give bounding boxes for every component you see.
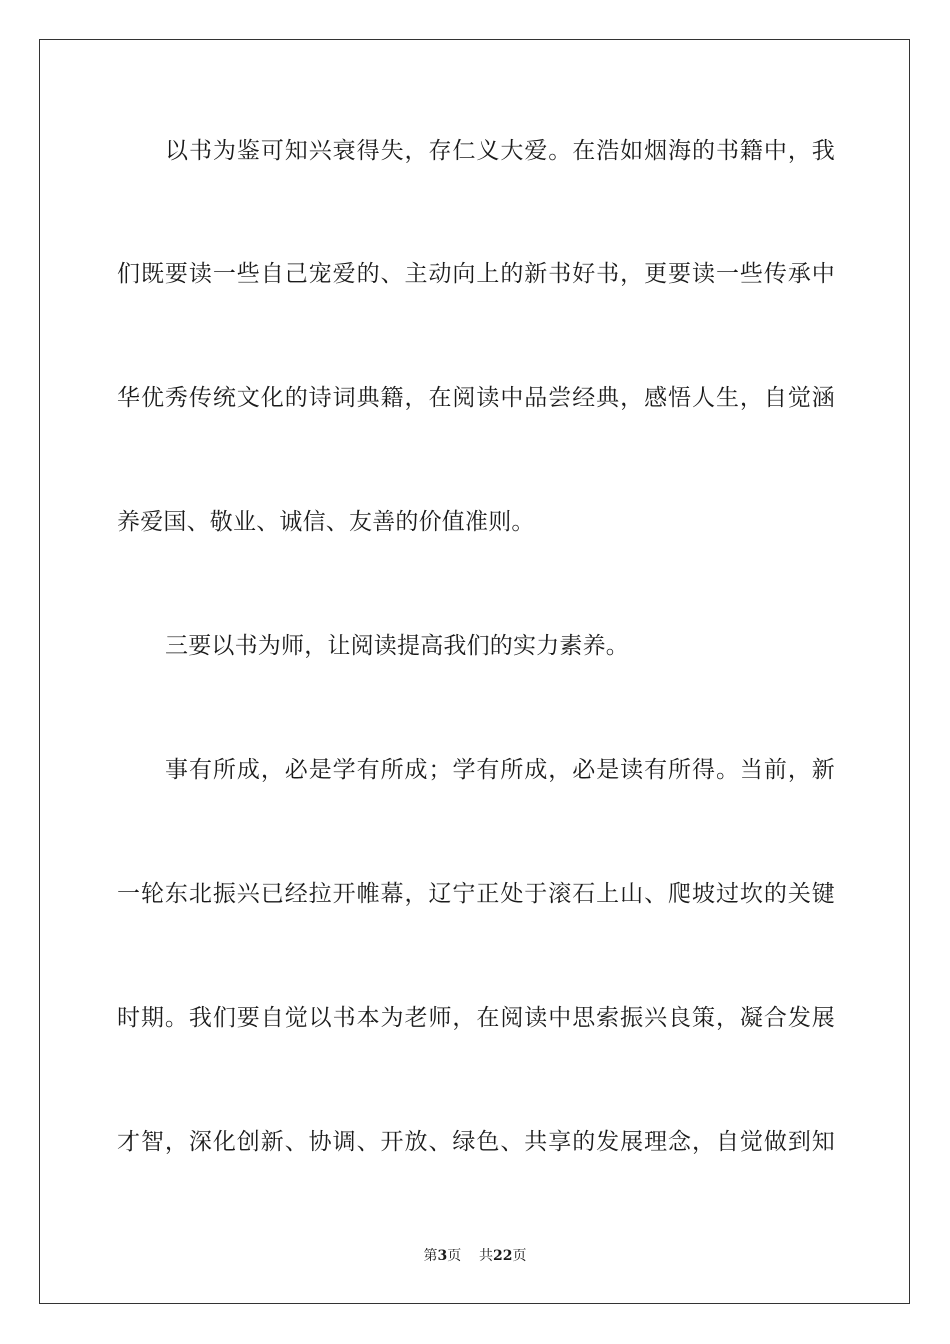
page-border xyxy=(39,39,910,1304)
paragraph-line: 华优秀传统文化的诗词典籍，在阅读中品尝经典，感悟人生，自觉涵 xyxy=(117,385,835,411)
paragraph-line: 一轮东北振兴已经拉开帷幕，辽宁正处于滚石上山、爬坡过坎的关键 xyxy=(117,881,835,907)
paragraph-line: 三要以书为师，让阅读提高我们的实力素养。 xyxy=(165,633,629,659)
total-pages: 22 xyxy=(493,1248,513,1264)
paragraph-line: 才智，深化创新、协调、开放、绿色、共享的发展理念，自觉做到知 xyxy=(117,1129,835,1155)
paragraph-line: 以书为鉴可知兴衰得失，存仁义大爱。在浩如烟海的书籍中，我 xyxy=(165,138,835,164)
paragraph-line: 们既要读一些自己宠爱的、主动向上的新书好书，更要读一些传承中 xyxy=(117,261,835,287)
paragraph-line: 时期。我们要自觉以书本为老师，在阅读中思索振兴良策，凝合发展 xyxy=(117,1005,835,1031)
paragraph-line: 养爱国、敬业、诚信、友善的价值准则。 xyxy=(117,509,535,535)
paragraph-line: 事有所成，必是学有所成；学有所成，必是读有所得。当前，新 xyxy=(165,757,835,783)
page-footer xyxy=(0,1247,950,1265)
total-suffix: 页 xyxy=(512,1248,527,1264)
page-number: 3 xyxy=(437,1248,448,1264)
page-prefix: 第 xyxy=(423,1248,438,1264)
total-prefix: 共 xyxy=(479,1248,494,1264)
page-suffix: 页 xyxy=(447,1248,462,1264)
